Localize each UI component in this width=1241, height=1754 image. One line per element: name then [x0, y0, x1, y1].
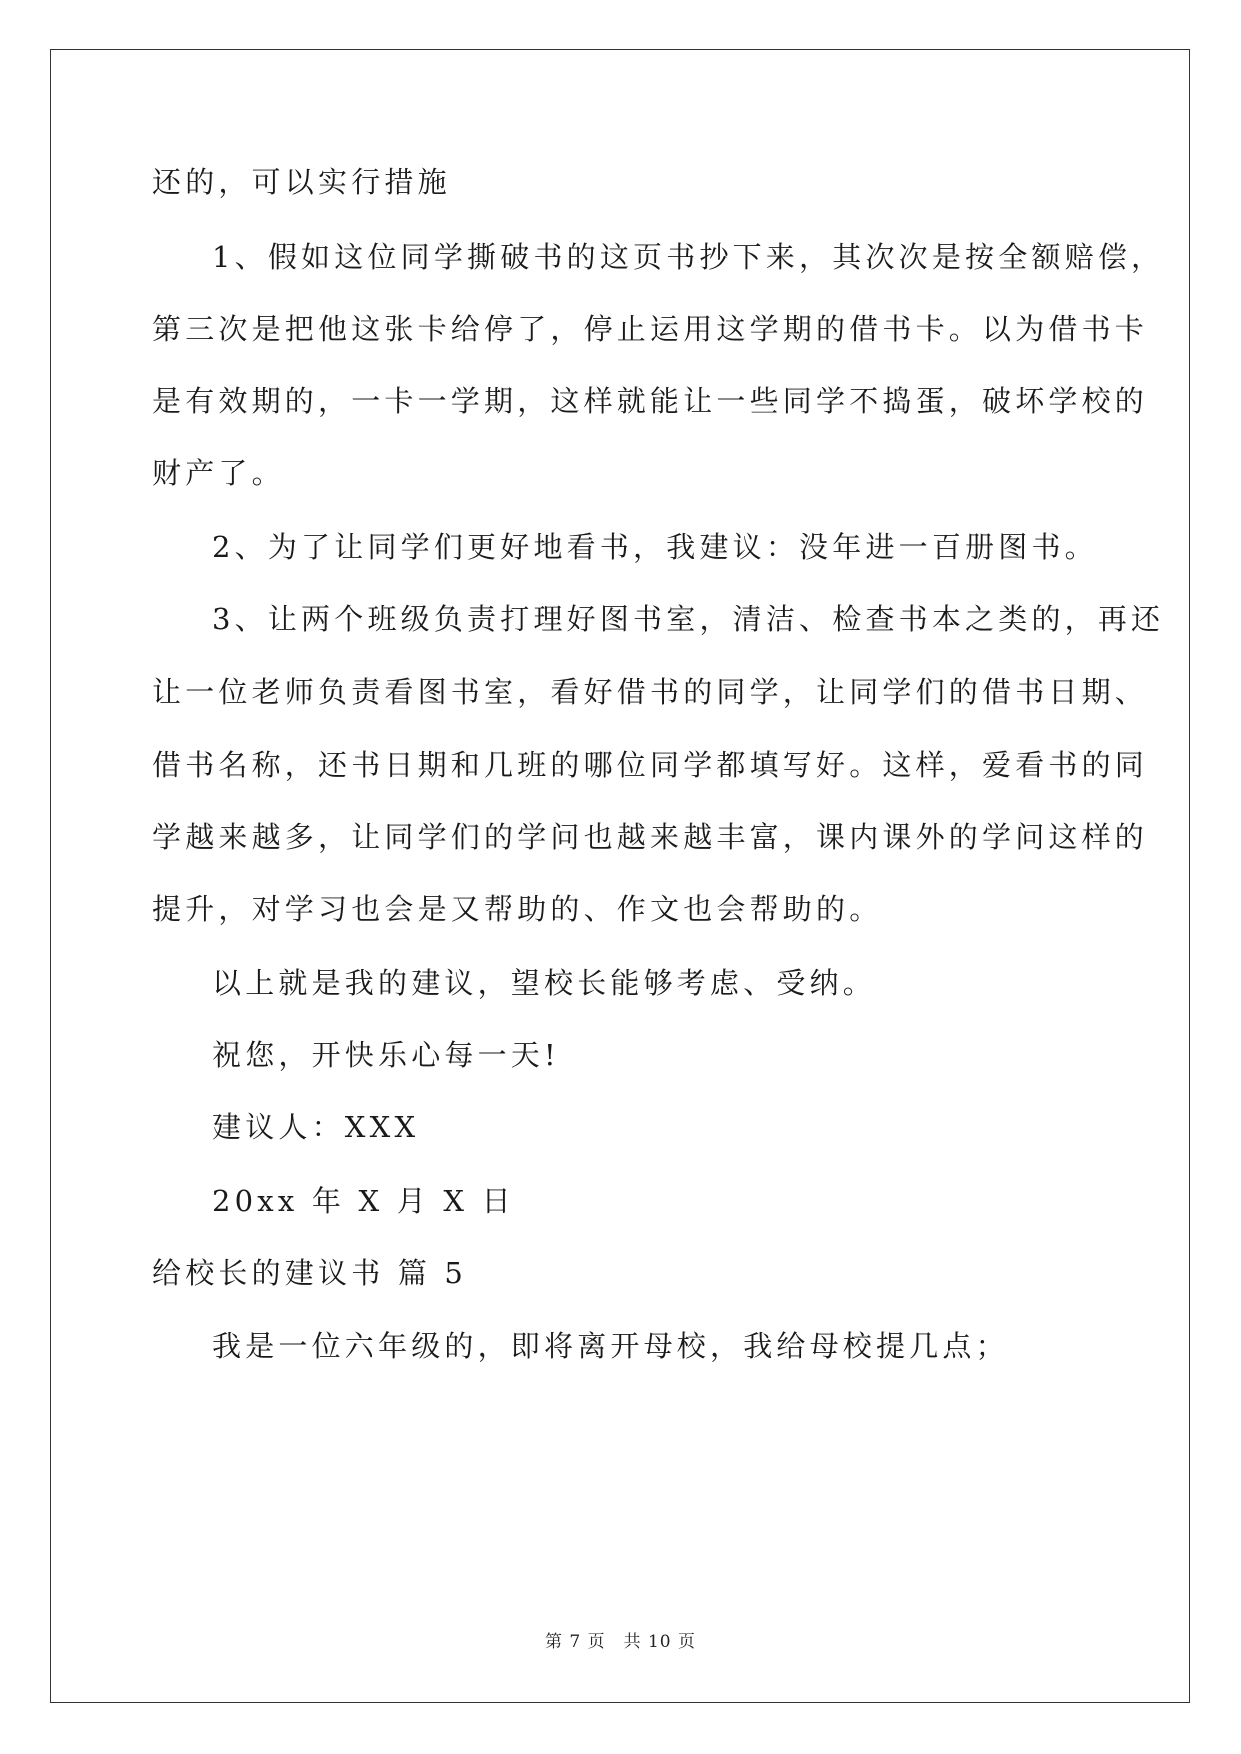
text-line: 还的，可以实行措施: [152, 165, 451, 199]
page-border: [50, 49, 1190, 1703]
date-line: 20xx 年 X 月 X 日: [212, 1184, 515, 1218]
section-heading: 给校长的建议书 篇 5: [152, 1256, 468, 1290]
page-number: 第 7 页 共 10 页: [544, 1632, 697, 1652]
text-line: 是有效期的，一卡一学期，这样就能让一些同学不捣蛋，破坏学校的: [152, 384, 1149, 418]
text-line: 2、为了让同学们更好地看书，我建议：没年进一百册图书。: [212, 530, 1098, 564]
text-line: 3、让两个班级负责打理好图书室，清洁、检查书本之类的，再还: [212, 602, 1165, 636]
text-line: 提升，对学习也会是又帮助的、作文也会帮助的。: [152, 892, 883, 926]
text-line: 让一位老师负责看图书室，看好借书的同学，让同学们的借书日期、: [152, 675, 1149, 709]
text-line: 以上就是我的建议，望校长能够考虑、受纳。: [212, 966, 877, 1000]
text-line: 财产了。: [152, 456, 285, 490]
text-line: 我是一位六年级的，即将离开母校，我给母校提几点；: [212, 1329, 1009, 1363]
signature-line: 建议人：XXX: [212, 1110, 420, 1144]
text-line: 祝您，开快乐心每一天!: [212, 1038, 560, 1072]
text-line: 学越来越多，让同学们的学问也越来越丰富，课内课外的学问这样的: [152, 820, 1149, 854]
text-line: 1、假如这位同学撕破书的这页书抄下来，其次次是按全额赔偿，: [212, 240, 1165, 274]
text-line: 第三次是把他这张卡给停了，停止运用这学期的借书卡。以为借书卡: [152, 312, 1149, 346]
text-line: 借书名称，还书日期和几班的哪位同学都填写好。这样，爱看书的同: [152, 748, 1149, 782]
